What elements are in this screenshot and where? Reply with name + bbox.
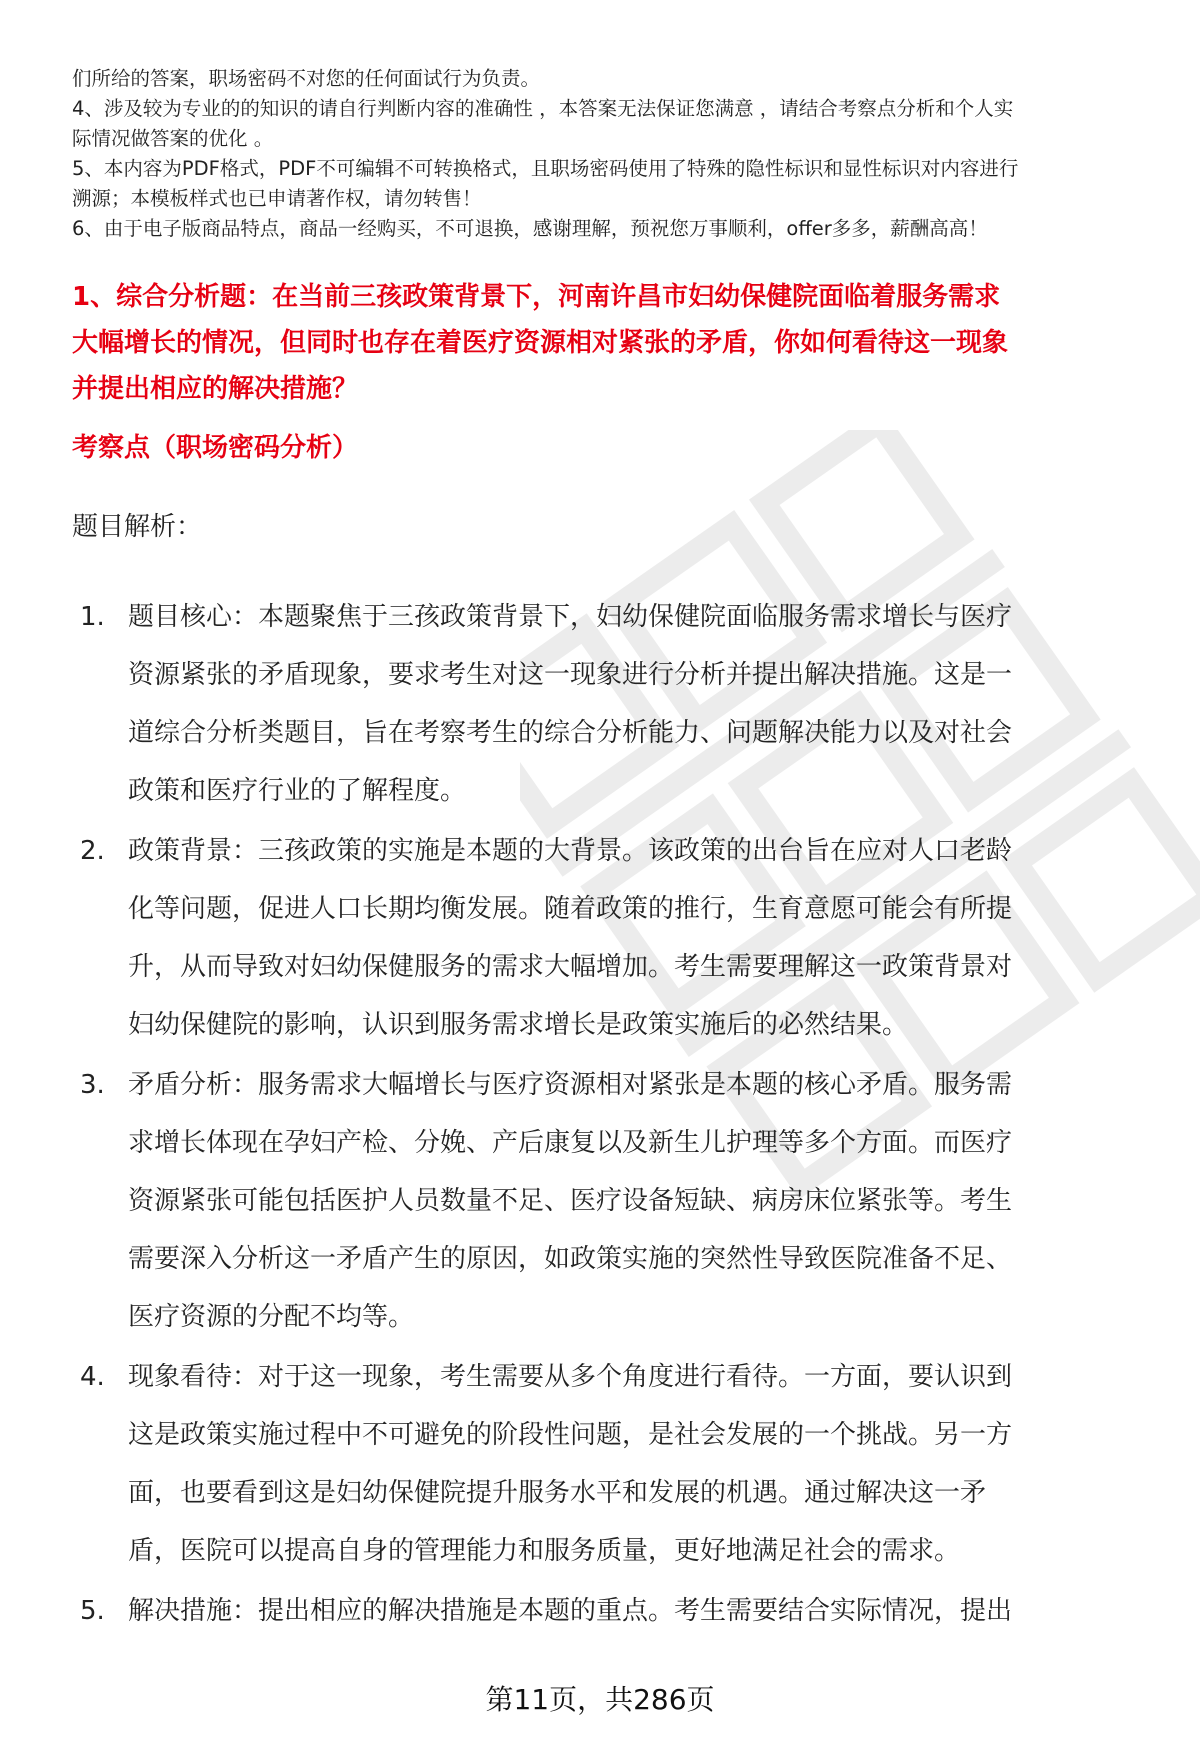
list-item-line: 政策和医疗行业的了解程度。 xyxy=(128,776,467,806)
list-item-line: 妇幼保健院的影响，认识到服务需求增长是政策实施后的必然结果。 xyxy=(128,1010,909,1040)
analysis-list xyxy=(80,588,1160,1642)
list-item-line: 政策背景：三孩政策的实施是本题的大背景。该政策的出台旨在应对人口老龄 xyxy=(128,836,1013,866)
list-item-line: 面，也要看到这是妇幼保健院提升服务水平和发展的机遇。通过解决这一矛 xyxy=(128,1478,987,1508)
list-item-line: 医疗资源的分配不均等。 xyxy=(128,1302,415,1332)
list-item-line: 需要深入分析这一矛盾产生的原因，如政策实施的突然性导致医院准备不足、 xyxy=(128,1244,1013,1274)
question-line: 大幅增长的情况，但同时也存在着医疗资源相对紧张的矛盾，你如何看待这一现象 xyxy=(72,328,1009,358)
note-line: 际情况做答案的优化 。 xyxy=(72,127,274,150)
list-item xyxy=(80,588,1160,820)
list-item-number: 5. xyxy=(80,1596,105,1626)
list-item-line: 矛盾分析：服务需求大幅增长与医疗资源相对紧张是本题的核心矛盾。服务需 xyxy=(128,1070,1013,1100)
list-item-line: 资源紧张的矛盾现象，要求考生对这一现象进行分析并提出解决措施。这是一 xyxy=(128,660,1013,690)
page-number: 第11页，共286页 xyxy=(485,1683,715,1716)
list-item-number: 4. xyxy=(80,1362,105,1392)
list-item-line: 盾，医院可以提高自身的管理能力和服务质量，更好地满足社会的需求。 xyxy=(128,1536,961,1566)
list-item-line: 资源紧张可能包括医护人员数量不足、医疗设备短缺、病房床位紧张等。考生 xyxy=(128,1186,1013,1216)
list-item-line: 化等问题，促进人口长期均衡发展。随着政策的推行，生育意愿可能会有所提 xyxy=(128,894,1013,924)
list-item xyxy=(80,1348,1160,1580)
note-line: 4、涉及较为专业的的知识的请自行判断内容的准确性 ，本答案无法保证您满意 ，请结合考察点分析和个人实 xyxy=(72,97,1014,120)
list-item-line: 求增长体现在孕妇产检、分娩、产后康复以及新生儿护理等多个方面。而医疗 xyxy=(128,1128,1013,1158)
question-line: 并提出相应的解决措施？ xyxy=(72,374,359,404)
note-line: 6、由于电子版商品特点，商品一经购买，不可退换，感谢理解，预祝您万事顺利，offer多多，薪酬高高！ xyxy=(72,217,988,240)
question-line: 1、综合分析题：在当前三孩政策背景下，河南许昌市妇幼保健院面临着服务需求 xyxy=(72,282,1001,312)
list-item-line: 现象看待：对于这一现象，考生需要从多个角度进行看待。一方面，要认识到 xyxy=(128,1362,1013,1392)
list-item xyxy=(80,1582,1160,1640)
question-title xyxy=(72,274,1152,412)
section-heading-kaocha: 考察点（职场密码分析） xyxy=(72,433,359,463)
section-heading-jiexi: 题目解析： xyxy=(72,512,203,542)
note-line: 5、本内容为PDF格式，PDF不可编辑不可转换格式，且职场密码使用了特殊的隐性标识和显性标识对内容进行 xyxy=(72,157,1019,180)
list-item-line: 道综合分析类题目，旨在考察考生的综合分析能力、问题解决能力以及对社会 xyxy=(128,718,1013,748)
list-item-line: 解决措施：提出相应的解决措施是本题的重点。考生需要结合实际情况，提出 xyxy=(128,1596,1013,1626)
note-line: 们所给的答案，职场密码不对您的任何面试行为负责。 xyxy=(72,67,541,90)
list-item-number: 2. xyxy=(80,836,105,866)
list-item-number: 1. xyxy=(80,602,105,632)
list-item-line: 升，从而导致对妇幼保健服务的需求大幅增加。考生需要理解这一政策背景对 xyxy=(128,952,1013,982)
list-item xyxy=(80,1056,1160,1346)
list-item xyxy=(80,822,1160,1054)
disclaimer-notes xyxy=(72,64,1152,244)
note-line: 溯源；本模板样式也已申请著作权，请勿转售！ xyxy=(72,187,482,210)
list-item-number: 3. xyxy=(80,1070,105,1100)
list-item-line: 这是政策实施过程中不可避免的阶段性问题，是社会发展的一个挑战。另一方 xyxy=(128,1420,1013,1450)
list-item-line: 题目核心：本题聚焦于三孩政策背景下，妇幼保健院面临服务需求增长与医疗 xyxy=(128,602,1013,632)
